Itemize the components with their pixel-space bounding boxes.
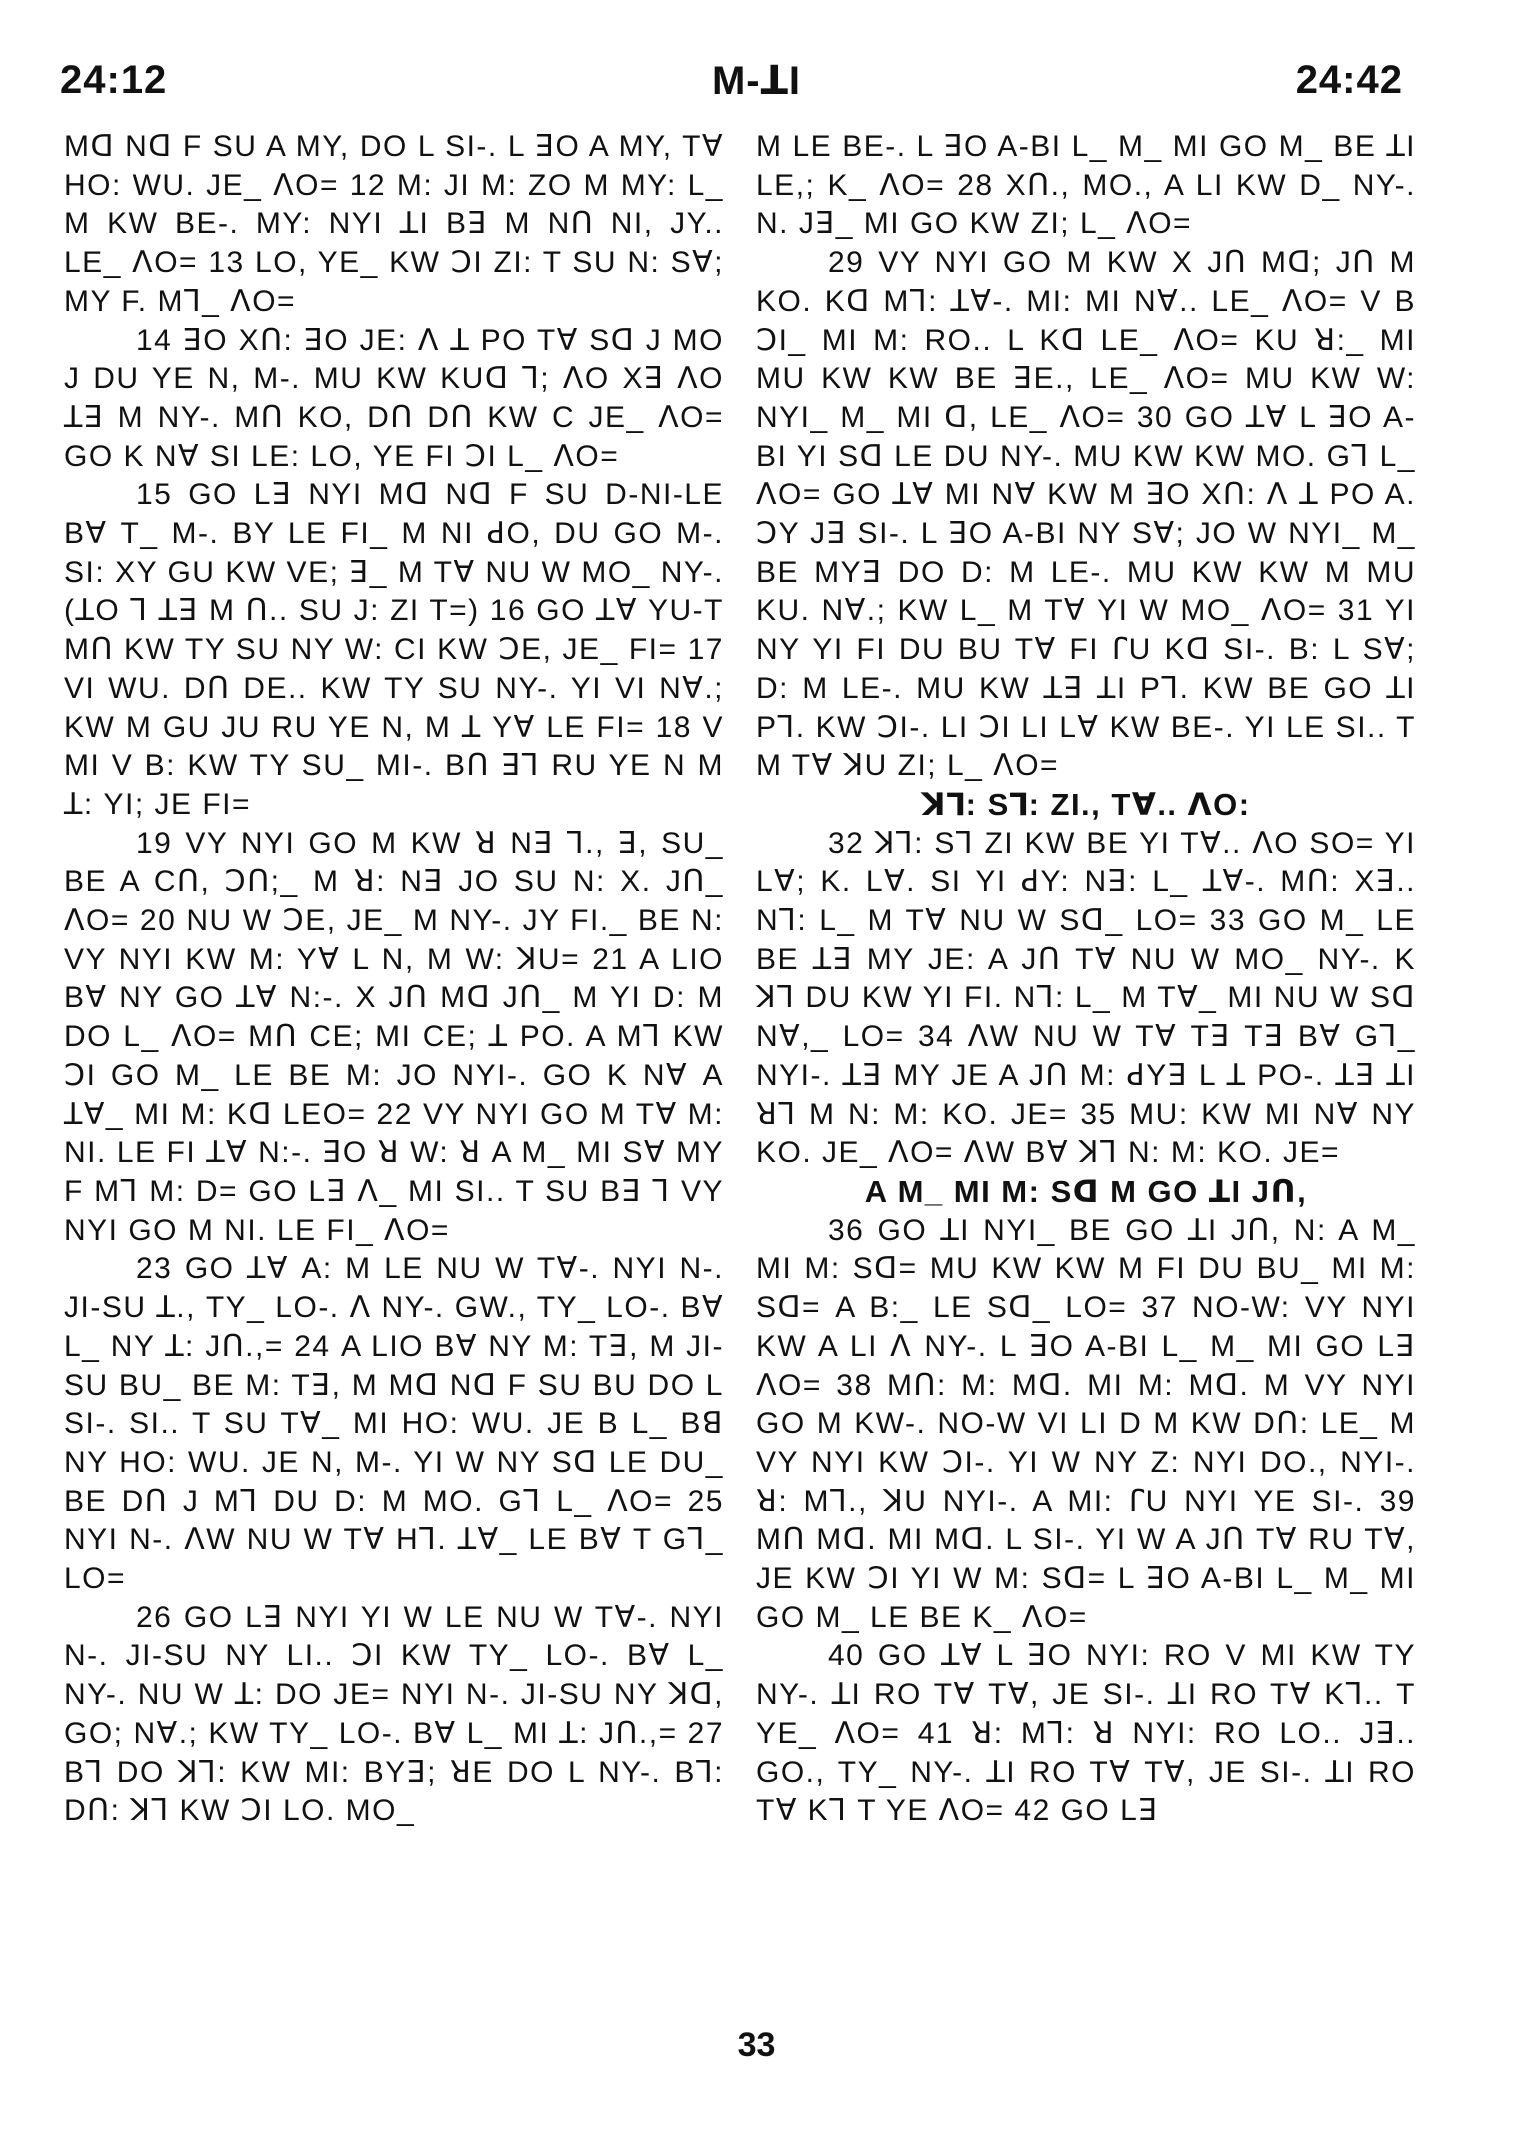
paragraph: 29 VY NYI GO M KW X Jꓵ Mꓷ; Jꓵ M KO. Kꓷ Mꓶ: ꓕꓯ-. MI: MI Nꓯ.. LE_ ꓥO= V B ꓛI_ MI M: RO.. L Kꓷ LE_ ꓥO= KU ꓤ:_ MI MU KW KW BE ꓱE., LE_ ꓥO= MU KW W: NYI_ M_ MI ꓷ, LE_ ꓥO= 30 GO ꓕꓯ L ꓱO A-BI YI Sꓷ LE DU NY-. MU KW KW MO. Gꓶ L_ ꓥO= GO ꓕꓯ MI Nꓯ KW M ꓱO Xꓵ: ꓥ ꓕ PO A. ꓛY Jꓱ SI-. L ꓱO A-BI NY Sꓯ; JO W NYI_ M_ BE MYꓱ DO D: M LE-. MU KW KW M MU KU. Nꓯ.; KW L_ M Tꓯ YI W MO_ ꓥO= 31 YI NY YI FI DU BU Tꓯ FI ꓩU Kꓷ SI-. B: L Sꓯ; D: M LE-. MU KW ꓕꓱ ꓕI Pꓶ. KW BE GO ꓕI Pꓶ. KW ꓛI-. LI ꓛI LI Lꓯ KW BE-. YI LE SI.. T M Tꓯ ꓘU ZI; L_ ꓥO= <box>756 246 1416 783</box>
paragraph: 36 GO ꓕI NYI_ BE GO ꓕI Jꓵ, N: A M_ MI M: Sꓷ= MU KW KW M FI DU BU_ MI M: Sꓷ= A B:_ LE Sꓷ_ LO= 37 NO-W: VY NYI KW A LI ꓥ NY-. L ꓱO A-BI L_ M_ MI GO Lꓱ ꓥO= 38 Mꓵ: M: Mꓷ. MI M: Mꓷ. M VY NYI GO M KW-. NO-W VI LI D M KW Dꓵ: LE_ M VY NYI KW ꓛI-. YI W NY Z: NYI DO., NYI-. ꓤ: Mꓶ., ꓘU NYI-. A MI: ꓩU NYI YE SI-. 39 Mꓵ Mꓷ. MI Mꓷ. L SI-. YI W A Jꓵ Tꓯ RU Tꓯ, JE KW ꓛI YI W M: Sꓷ= L ꓱO A-BI L_ M_ MI GO M_ LE BE K_ ꓥO= <box>756 1213 1416 1634</box>
section-heading: A M_ MI M: Sꓷ M GO ꓕI Jꓵ, <box>864 1173 1308 1209</box>
right-column <box>756 128 1416 1831</box>
paragraph: 19 VY NYI GO M KW ꓤ Nꓱ ꓶ., ꓱ, SU_ BE A Cꓵ, ꓛꓵ;_ M ꓤ: Nꓱ JO SU N: X. Jꓵ_ ꓥO= 20 NU W ꓛE, JE_ M NY-. JY FI._ BE N: VY NYI KW M: Yꓯ L N, M W: ꓘU= 21 A LIO Bꓯ NY GO ꓕꓯ N:-. X Jꓵ Mꓷ Jꓵ_ M YI D: M DO L_ ꓥO= Mꓵ CE; MI CE; ꓕ PO. A Mꓶ KW ꓛI GO M_ LE BE M: JO NYI-. GO K Nꓯ A ꓕꓯ_ MI M: Kꓷ LEO= 22 VY NYI GO M Tꓯ M: NI. LE FI ꓕꓯ N:-. ꓱO ꓤ W: ꓤ A M_ MI Sꓯ MY F Mꓶ M: D= GO Lꓱ ꓥ_ MI SI.. T SU Bꓱ ꓶ VY NYI GO M NI. LE FI_ ꓥO= <box>64 826 724 1247</box>
paragraph: Mꓷ Nꓷ F SU A MY, DO L SI-. L ꓱO A MY, Tꓯ HO: WU. JE_ ꓥO= 12 M: JI M: ZO M MY: L_ M KW BE-. MY: NYI ꓕI Bꓱ M Nꓵ NI, JY.. LE_ ꓥO= 13 LO, YE_ KW ꓛI ZI: T SU N: Sꓯ; MY F. Mꓶ_ ꓥO= <box>64 130 724 318</box>
paragraph: 14 ꓱO Xꓵ: ꓱO JE: ꓥ ꓕ PO Tꓯ Sꓷ J MO J DU YE N, M-. MU KW KUꓷ ꓶ; ꓥO Xꓱ ꓥO ꓕꓱ M NY-. Mꓵ KO, Dꓵ Dꓵ KW C JE_ ꓥO= GO K Nꓯ SI LE: LO, YE FI ꓛI L_ ꓥO= <box>64 323 724 473</box>
header-chapter-verse-start: 24:12 <box>60 58 168 102</box>
paragraph: 40 GO ꓕꓯ L ꓱO NYI: RO V MI KW TY NY-. ꓕI RO Tꓯ Tꓯ, JE SI-. ꓕI RO Tꓯ Kꓶ.. T YE_ ꓥO= 41 ꓤ: Mꓶ: ꓤ NYI: RO LO.. Jꓱ.. GO., TY_ NY-. ꓕI RO Tꓯ Tꓯ, JE SI-. ꓕI RO Tꓯ Kꓶ T YE ꓥO= 42 GO Lꓱ <box>756 1639 1416 1828</box>
paragraph: 26 GO Lꓱ NYI YI W LE NU W Tꓯ-. NYI N-. JI-SU NY LI.. ꓛI KW TY_ LO-. Bꓯ L_ NY-. NU W ꓕ: DO JE= NYI N-. JI-SU NY ꓘꓷ, GO; Nꓯ.; KW TY_ LO-. Bꓯ L_ MI ꓕ: Jꓵ.,= 27 Bꓶ DO ꓘꓶ: KW MI: BYꓱ; ꓤE DO L NY-. Bꓶ: Dꓵ: ꓘꓶ KW ꓛI LO. MO_ <box>64 1600 724 1828</box>
paragraph: M LE BE-. L ꓱO A-BI L_ M_ MI GO M_ BE ꓕI LE,; K_ ꓥO= 28 Xꓵ., MO., A LI KW D_ NY-. N. Jꓱ_ MI GO KW ZI; L_ ꓥO= <box>756 130 1416 241</box>
left-column <box>64 128 724 1831</box>
paragraph: 15 GO Lꓱ NYI Mꓷ Nꓷ F SU D-NI-LE Bꓯ T_ M-. BY LE FI_ M NI ꓒO, DU GO M-. SI: XY GU KW VE; ꓱ_ M Tꓯ NU W MO_ NY-. (ꓕO ꓶ ꓕꓱ M ꓵ.. SU J: ZI T=) 16 GO ꓕꓯ YU-T Mꓵ KW TY SU NY W: CI KW ꓛE, JE_ FI= 17 VI WU. Dꓵ DE.. KW TY SU NY-. YI VI Nꓯ.; KW M GU JU RU YE N, M ꓕ Yꓯ LE FI= 18 V MI V B: KW TY SU_ MI-. Bꓵ ꓱꓶ RU YE N M ꓕ: YI; JE FI= <box>64 478 724 821</box>
page-number: 33 <box>737 2026 776 2064</box>
section-heading: ꓘꓶ: Sꓶ: ZI., Tꓯ.. ꓥO: <box>921 786 1251 822</box>
paragraph: 23 GO ꓕꓯ A: M LE NU W Tꓯ-. NYI N-. JI-SU ꓕ., TY_ LO-. ꓥ NY-. GW., TY_ LO-. Bꓯ L_ NY ꓕ: Jꓵ.,= 24 A LIO Bꓯ NY M: Tꓱ, M JI-SU BU_ BE M: Tꓱ, M Mꓷ Nꓷ F SU BU DO L SI-. SI.. T SU Tꓯ_ MI HO: WU. JE B L_ Bꓭ NY HO: WU. JE N, M-. YI W NY Sꓷ LE DU_ BE Dꓵ J Mꓶ DU D: M MO. Gꓶ L_ ꓥO= 25 NYI N-. ꓥW NU W Tꓯ Hꓶ. ꓕꓯ_ LE Bꓯ T Gꓶ_ LO= <box>64 1252 724 1596</box>
paragraph: 32 ꓘꓶ: Sꓶ ZI KW BE YI Tꓯ.. ꓥO SO= YI Lꓯ; K. Lꓯ. SI YI ꓒY: Nꓱ: L_ ꓕꓯ-. Mꓵ: Xꓱ.. Nꓶ: L_ M Tꓯ NU W Sꓷ_ LO= 33 GO M_ LE BE ꓕꓱ MY JE: A Jꓵ Tꓯ NU W MO_ NY-. K ꓘꓶ DU KW YI FI. Nꓶ: L_ M Tꓯ_ MI NU W Sꓷ Nꓯ,_ LO= 34 ꓥW NU W Tꓯ Tꓱ Tꓱ Bꓯ Gꓶ_ NYI-. ꓕꓱ MY JE A Jꓵ M: ꓒYꓱ L ꓕ PO-. ꓕꓱ ꓕI ꓤꓶ M N: M: KO. JE= 35 MU: KW MI Nꓯ NY KO. JE_ ꓥO= ꓥW Bꓯ ꓘꓶ N: M: KO. JE= <box>756 826 1416 1170</box>
header-chapter-verse-end: 24:42 <box>1295 58 1403 102</box>
header-book-title: M-ꓕI <box>711 59 802 103</box>
